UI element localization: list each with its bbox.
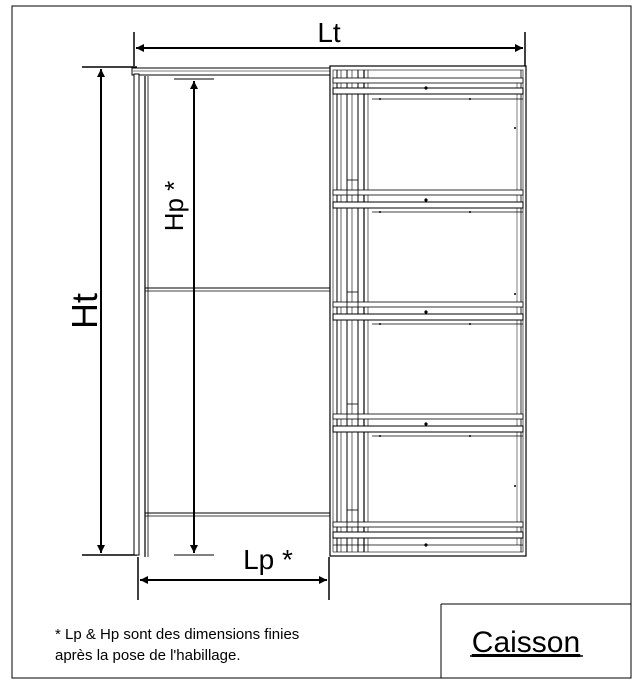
dimension-hp	[174, 79, 214, 555]
door-panel	[132, 68, 332, 557]
drawing-title: Caisson	[471, 626, 581, 659]
label-lt: Lt	[317, 17, 341, 48]
label-hp: Hp *	[159, 180, 189, 232]
label-ht: Ht	[64, 293, 105, 329]
footnote-line-1: * Lp & Hp sont des dimensions finies	[55, 626, 300, 643]
label-lp: Lp *	[243, 544, 293, 575]
dimension-lp	[138, 557, 329, 600]
footnote-line-2: après la pose de l'habillage.	[55, 647, 241, 664]
pocket-frame	[330, 66, 526, 556]
outer-border	[12, 6, 631, 678]
